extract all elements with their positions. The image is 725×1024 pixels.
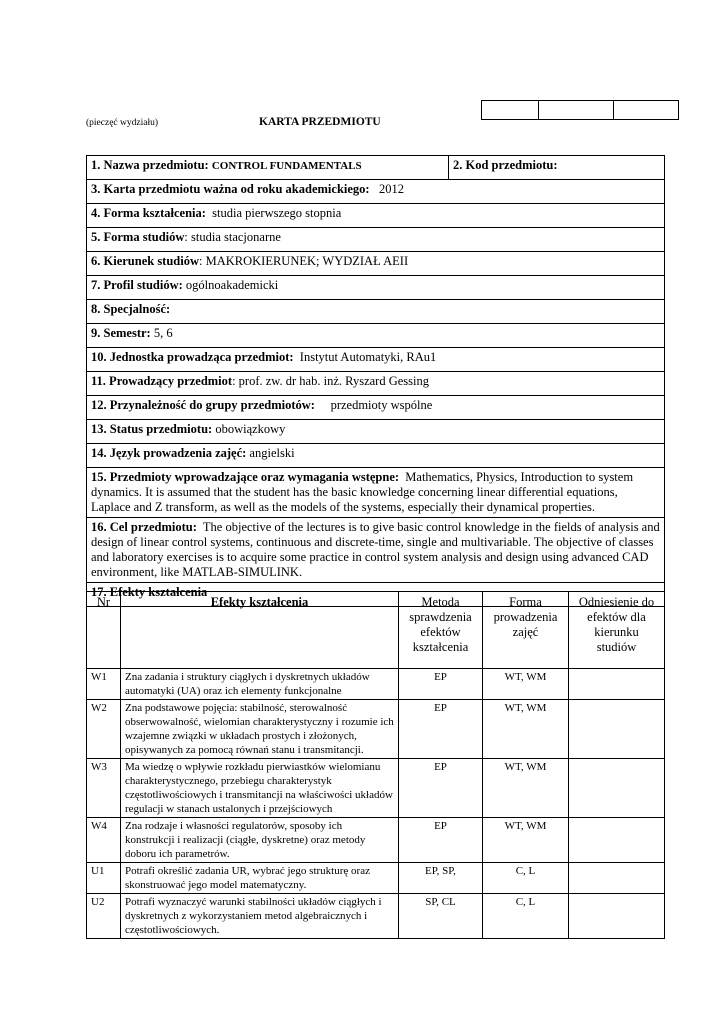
field-course-group: 12. Przynależność do grupy przedmiotów: przedmioty wspólne: [87, 396, 665, 420]
row-nr: W4: [87, 818, 121, 863]
code-box-cell-2: [539, 101, 614, 119]
row-reference: [569, 700, 665, 759]
table-row: [87, 894, 665, 939]
row-method: EP: [399, 700, 483, 759]
header-reference: Odniesienie do efektów dla kierunku studiów: [569, 592, 665, 669]
field-valid-year: 3. Karta przedmiotu ważna od roku akademickiego: 2012: [87, 180, 665, 204]
row-form: C, L: [483, 894, 569, 939]
field-prerequisites: 15. Przedmioty wprowadzające oraz wymagania wstępne: Mathematics, Physics, Introduction to system dynamics. It is assumed that the student has the basic knowledge concerning linear differential equations, Laplace and Z transform, as well as the models of the systems, especially their dynamical properties.: [87, 468, 665, 518]
field-unit: 10. Jednostka prowadząca przedmiot: Instytut Automatyki, RAu1: [87, 348, 665, 372]
row-method: EP: [399, 759, 483, 818]
row-reference: [569, 759, 665, 818]
row-reference: [569, 818, 665, 863]
row-effect: Potrafi wyznaczyć warunki stabilności układów ciągłych i dyskretnych z wykorzystaniem metod algebraicznych i częstotliwościowych.: [121, 894, 399, 939]
field-course-code: 2. Kod przedmiotu:: [449, 156, 665, 180]
header-nr: Nr: [87, 592, 121, 669]
row-effect: Ma wiedzę o wpływie rozkładu pierwiastków wielomianu charakterystycznego, przebiegu charakterystyk częstotliwościowych i transmitancji na właściwości układów regulacji w stanach ustalonych i przejściowych: [121, 759, 399, 818]
field-study-profile: 7. Profil studiów: ogólnoakademicki: [87, 276, 665, 300]
field-education-form: 4. Forma kształcenia: studia pierwszego stopnia: [87, 204, 665, 228]
table-row: [87, 759, 665, 818]
field-status: 13. Status przedmiotu: obowiązkowy: [87, 420, 665, 444]
header-form: Forma prowadzenia zajęć: [483, 592, 569, 669]
field-semester: 9. Semestr: 5, 6: [87, 324, 665, 348]
field-lecturer: 11. Prowadzący przedmiot: prof. zw. dr hab. inż. Ryszard Gessing: [87, 372, 665, 396]
table-row: [87, 863, 665, 894]
code-box-cell-1: [482, 101, 539, 119]
row-effect: Zna podstawowe pojęcia: stabilność, sterowalność obserwowalność, wielomian charakterystyczny i rozumie ich wzajemne związki w układach prostych i złożonych, opisywanych za pomocą równań stanu i transmitancji.: [121, 700, 399, 759]
row-effect: Potrafi określić zadania UR, wybrać jego strukturę oraz skonstruować jego model matematyczny.: [121, 863, 399, 894]
row-method: EP, SP,: [399, 863, 483, 894]
row-method: SP, CL: [399, 894, 483, 939]
document-title: KARTA PRZEDMIOTU: [259, 116, 381, 128]
row-form: WT, WM: [483, 818, 569, 863]
field-study-direction: 6. Kierunek studiów: MAKROKIERUNEK; WYDZIAŁ AEII: [87, 252, 665, 276]
row-reference: [569, 894, 665, 939]
row-form: WT, WM: [483, 700, 569, 759]
field-course-name: 1. Nazwa przedmiotu: CONTROL FUNDAMENTALS: [87, 156, 449, 180]
code-box: [481, 100, 679, 120]
table-row: [87, 669, 665, 700]
field-specialty: 8. Specjalność:: [87, 300, 665, 324]
outcomes-table: [86, 591, 665, 939]
row-nr: W1: [87, 669, 121, 700]
field-learning-outcomes: 17. Efekty kształcenia: [87, 583, 665, 607]
field-study-form: 5. Forma studiów: studia stacjonarne: [87, 228, 665, 252]
outcomes-header-row: [87, 592, 665, 669]
field-course-objective: 16. Cel przedmiotu: The objective of the lectures is to give basic control knowledge in the fields of analysis and design of linear control systems, continuous and discrete-time, single and multivariable. The objective of classes and laboratory exercises is to acquire some practice in control system analysis and design using advanced CAD environment, like MATLAB-SIMULINK.: [87, 518, 665, 583]
table-row: [87, 700, 665, 759]
course-info-table: [86, 155, 665, 607]
field-language: 14. Język prowadzenia zajęć: angielski: [87, 444, 665, 468]
row-reference: [569, 863, 665, 894]
row-reference: [569, 669, 665, 700]
row-method: EP: [399, 818, 483, 863]
row-form: WT, WM: [483, 669, 569, 700]
header-method: Metoda sprawdzenia efektów kształcenia: [399, 592, 483, 669]
row-method: EP: [399, 669, 483, 700]
row-nr: W2: [87, 700, 121, 759]
code-box-cell-3: [614, 101, 678, 119]
row-effect: Zna rodzaje i własności regulatorów, sposoby ich konstrukcji i realizacji (ciągłe, dyskretne) oraz metody doboru ich parametrów.: [121, 818, 399, 863]
row-form: WT, WM: [483, 759, 569, 818]
header-effect: Efekty kształcenia: [121, 592, 399, 669]
row-nr: W3: [87, 759, 121, 818]
row-effect: Zna zadania i struktury ciągłych i dyskretnych układów automatyki (UA) oraz ich elementy funkcjonalne: [121, 669, 399, 700]
row-form: C, L: [483, 863, 569, 894]
faculty-stamp-label: (pieczęć wydziału): [86, 118, 158, 128]
row-nr: U1: [87, 863, 121, 894]
table-row: [87, 818, 665, 863]
row-nr: U2: [87, 894, 121, 939]
